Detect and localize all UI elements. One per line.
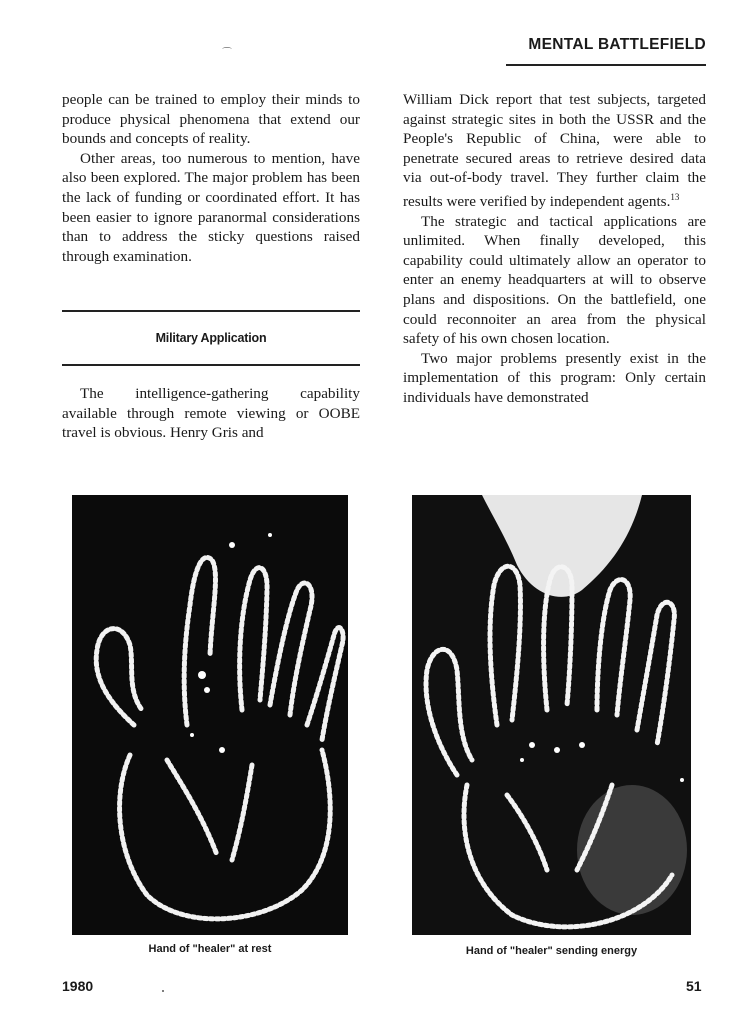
running-header: MENTAL BATTLEFIELD xyxy=(528,36,706,53)
footnote-ref: 13 xyxy=(670,191,680,202)
right-paragraph-2: The strategic and tactical applications are unlimited. When finally developed, this capability could ultimately allow an operator to enter an enemy headquarters at will to observe plans and dispositions. On the battlefield, one could reconnoiter an area from the physical safety of his own chosen location. xyxy=(403,212,706,348)
section-heading: Military Application xyxy=(155,331,267,345)
photo-hand-sending-energy xyxy=(412,495,691,935)
left-column-bottom xyxy=(62,384,360,443)
left-paragraph-2: Other areas, too numerous to mention, have also been explored. The major problem has been the lack of funding or coordinated effort. It has been easier to ignore paranormal considerations than to address the sticky questions raised through examination. xyxy=(62,149,360,265)
left-paragraph-3: The intelligence-gathering capability available through remote viewing or OOBE travel is obvious. Henry Gris and xyxy=(62,385,360,442)
caption-hand-at-rest: Hand of "healer" at rest xyxy=(148,943,272,955)
left-paragraph-1: people can be trained to employ their minds to produce physical phenomena that extend our bounds and concepts of reality. xyxy=(62,91,360,148)
section-rule-bottom xyxy=(62,364,360,366)
right-paragraph-3: Two major problems presently exist in the implementation of this program: Only certain individuals have demonstrated xyxy=(403,349,706,406)
left-column-top xyxy=(62,90,360,266)
caption-hand-sending-energy: Hand of "healer" sending energy xyxy=(465,945,638,957)
right-paragraph-1 xyxy=(403,90,706,212)
right-column xyxy=(403,90,706,408)
section-rule-top xyxy=(62,310,360,312)
print-dot xyxy=(162,990,164,992)
right-paragraph-1-text: William Dick report that test subjects, targeted against strategic sites in both the USSR and the People's Republic of China, were able to penetrate secured areas to retrieve desired data via out-of-body travel. They further claim the results were verified by independent agents. xyxy=(403,91,706,211)
photo-hand-at-rest xyxy=(72,495,348,935)
print-speck: ⌒ xyxy=(222,48,232,59)
page-number: 51 xyxy=(686,978,702,994)
header-rule xyxy=(506,64,706,66)
footer-year: 1980 xyxy=(62,978,94,994)
